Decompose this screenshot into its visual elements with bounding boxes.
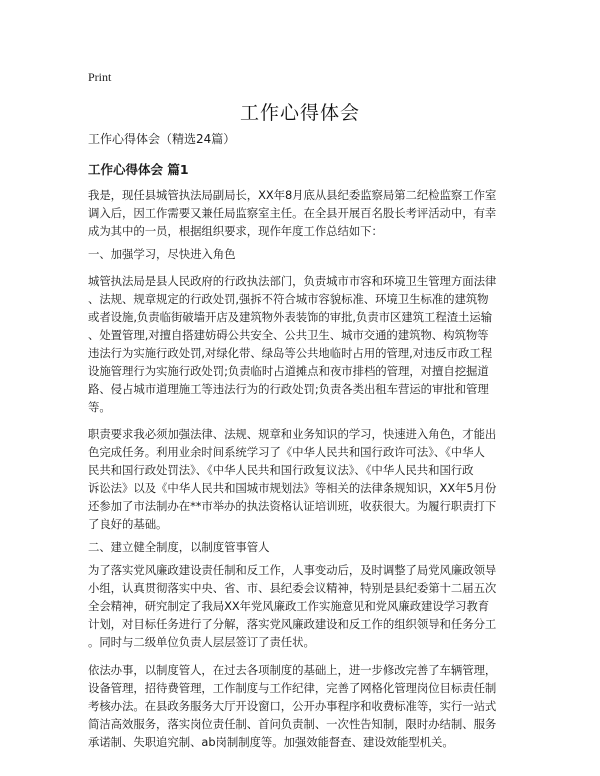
text-line: 、法规、规章规定的行政处罚,强拆不符合城市容貌标准、环境卫生标准的建筑物	[88, 292, 489, 306]
page-title: 工作心得体会	[239, 102, 360, 124]
text-line: 等。	[88, 400, 111, 414]
text-line: 简洁高效服务，落实岗位责任制、首问负责制、一次性告知制，限时办结制、服务	[88, 717, 497, 731]
text-line: 民共和国行政处罚法》、《中华人民共和国行政复议法》、《中华人民共和国行政	[88, 463, 474, 477]
paragraph-intro	[88, 186, 520, 240]
document-subtitle: 工作心得体会（精选24篇）	[88, 132, 236, 146]
section-heading: 工作心得体会 篇1	[88, 162, 189, 177]
text-line: 、处置管理,对擅自搭建妨碍公共安全、公共卫生、城市交通的建筑物、构筑物等	[88, 328, 489, 342]
text-line: 为了落实党风廉政建设责任制和反工作，人事变动后，及时调整了局党风廉政领导	[88, 563, 497, 577]
text-line: 职责要求我必须加强法律、法规、规章和业务知识的学习，快速进入角色，才能出	[88, 427, 497, 441]
document-body	[88, 130, 520, 751]
text-line: 路、侵占城市道理施工等违法行为的行政处罚;负责各类出租车营运的审批和管理	[88, 382, 489, 396]
paragraph-regulations	[88, 661, 520, 751]
subheading-system	[88, 538, 520, 556]
text-line: 。同时与二级单位负责人层层签订了责任状。	[88, 635, 315, 649]
text-line: 或者设施,负责临街破墙开店及建筑物外表装饰的审批,负责市区建筑工程渣土运输	[88, 310, 493, 324]
text-line: 还参加了市法制办在**市举办的执法资格认证培训班，收获很大。为履行职责打下	[88, 499, 497, 513]
text-line: 承诺制、失职追究制、ab岗制制度等。加强效能督查、建设效能型机关。	[88, 735, 454, 749]
text-line: 了良好的基础。	[88, 517, 168, 531]
text-line: 色完成任务。利用业余时间系统学习了《中华人民共和国行政许可法》、《中华人	[88, 445, 485, 459]
text-line: 计划，对目标任务进行了分解，落实党风廉政建设和反工作的组织领导和任务分工	[88, 617, 497, 631]
print-link[interactable]: Print	[88, 70, 112, 84]
text-line: 二、建立健全制度，以制度管事管人	[88, 540, 270, 554]
paragraph-duties	[88, 272, 520, 416]
text-line: 全会精神，研究制定了我局XX年党风廉政工作实施意见和党风廉政建设学习教育	[88, 599, 490, 613]
text-line: 一、加强学习，尽快进入角色	[88, 247, 236, 261]
text-line: 成为其中的一员，根据组织要求，现作年度工作总结如下：	[88, 224, 383, 238]
text-line: 依法办事，以制度管人，在过去各项制度的基础上，进一步修改完善了车辆管理，	[88, 663, 497, 677]
text-line: 我是，现任县城管执法局副局长，XX年8月底从县纪委监察局第二纪检监察工作室	[88, 188, 497, 202]
text-line: 违法行为实施行政处罚,对绿化带、绿岛等公共地临时占用的管理,对违反市政工程	[88, 346, 493, 360]
text-line: 考核办法。在县政务服务大厅开设窗口，公开办事程序和收费标准等，实行一站式	[88, 699, 497, 713]
text-line: 设施管理行为实施行政处罚;负责临时占道摊点和夜市排档的管理，对擅自挖掘道	[88, 364, 489, 378]
text-line: 设备管理，招待费管理，工作制度与工作纪律，完善了网格化管理岗位目标责任制	[88, 681, 497, 695]
paragraph-responsibility	[88, 561, 520, 651]
subheading-study	[88, 245, 520, 263]
paragraph-learning	[88, 425, 520, 533]
text-line: 小组，认真贯彻落实中央、省、市、县纪委会议精神，特别是县纪委第十二届五次	[88, 581, 497, 595]
text-line: 诉讼法》以及《中华人民共和国城市规划法》等相关的法律条规知识，XX年5月份	[88, 481, 497, 495]
text-line: 城管执法局是县人民政府的行政执法部门，负责城市市容和环境卫生管理方面法律	[88, 274, 497, 288]
text-line: 调入后，因工作需要又兼任局监察室主任。在全县开展百名股长考评活动中，有幸	[88, 206, 497, 220]
